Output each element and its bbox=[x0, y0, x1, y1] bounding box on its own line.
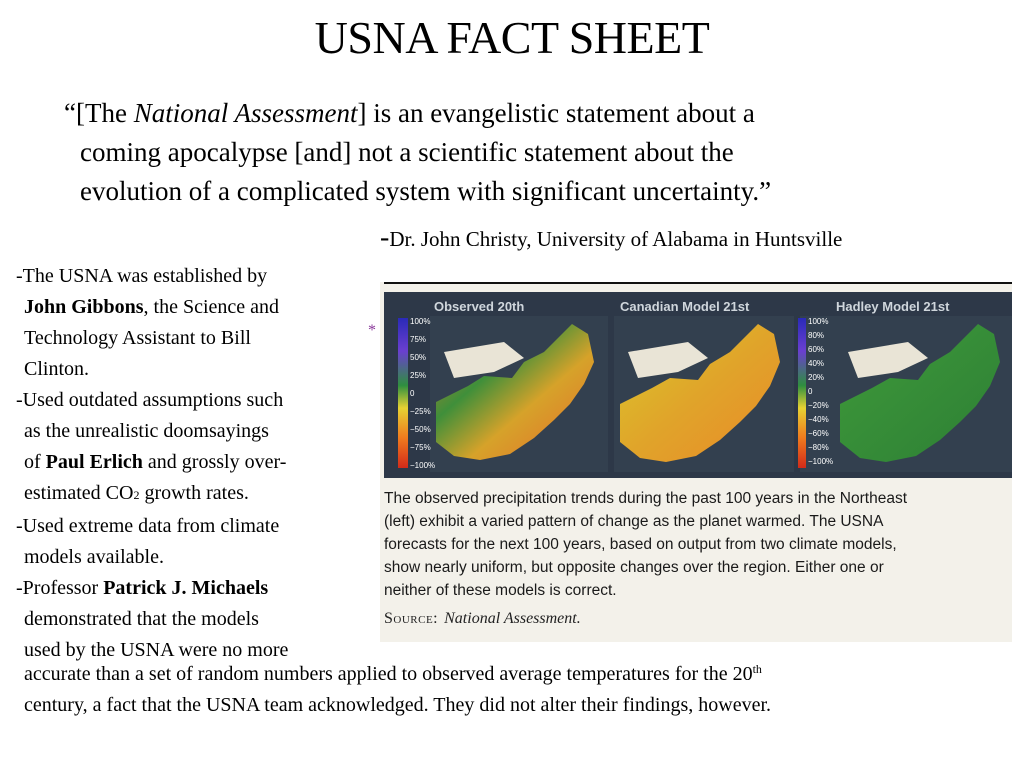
bullet-list bbox=[16, 261, 371, 666]
caption-line: (left) exhibit a varied pattern of change as the planet warmed. The USNA bbox=[384, 513, 884, 530]
observed-cbar-tick: 0 bbox=[410, 389, 415, 398]
bullet-2-line-3: of Paul Erlich and grossly over- bbox=[24, 451, 287, 473]
page-title: USNA FACT SHEET bbox=[314, 12, 710, 63]
bullet-1-line-3: Technology Assistant to Bill bbox=[24, 327, 251, 349]
panel-canadian bbox=[614, 299, 794, 472]
observed-cbar-tick: 50% bbox=[410, 353, 427, 362]
closing-line-2: century, a fact that the USNA team acknowledged. They did not alter their findings, however. bbox=[24, 694, 772, 716]
observed-cbar-tick: −75% bbox=[410, 443, 431, 452]
model-cbar-tick: −60% bbox=[808, 429, 829, 438]
hadley-title: Hadley Model 21st bbox=[836, 299, 950, 314]
figure-caption bbox=[384, 487, 1010, 602]
model-cbar-tick: 100% bbox=[808, 317, 829, 326]
caption-line: show nearly uniform, but opposite changes over the region. Either one or bbox=[384, 559, 884, 576]
caption-line: forecasts for the next 100 years, based on output from two climate models, bbox=[384, 536, 897, 553]
bullet-4-line-2: demonstrated that the models bbox=[24, 608, 259, 630]
bullet-1-line-1: -The USNA was established by bbox=[16, 265, 268, 287]
model-cbar-tick: 80% bbox=[808, 331, 825, 340]
bullet-1-line-4: Clinton. bbox=[24, 358, 90, 380]
bullet-4-line-3: used by the USNA were no more bbox=[24, 639, 289, 661]
closing-paragraph bbox=[24, 659, 1014, 721]
model-cbar-tick: −40% bbox=[808, 415, 829, 424]
bullet-3-line-1: -Used extreme data from climate bbox=[16, 515, 280, 537]
panel-hadley bbox=[798, 299, 1012, 472]
bullet-2-line-2: as the unrealistic doomsayings bbox=[24, 420, 269, 442]
observed-cbar-tick: 25% bbox=[410, 371, 427, 380]
model-cbar-tick: −100% bbox=[808, 457, 834, 466]
model-cbar-tick: 40% bbox=[808, 359, 825, 368]
model-cbar-tick: −20% bbox=[808, 401, 829, 410]
closing-line-1: accurate than a set of random numbers applied to observed average temperatures for the 20th bbox=[24, 662, 762, 685]
observed-colorbar bbox=[398, 318, 408, 468]
model-colorbar bbox=[798, 318, 806, 468]
bullet-2-line-1: -Used outdated assumptions such bbox=[16, 389, 284, 411]
quote-block bbox=[64, 94, 964, 211]
quote-attribution: -Dr. John Christy, University of Alabama in Huntsville bbox=[380, 222, 843, 253]
quote-line-2: coming apocalypse [and] not a scientific statement about the bbox=[80, 137, 734, 167]
quote-emphasis: National Assessment bbox=[133, 98, 358, 128]
model-cbar-tick: 60% bbox=[808, 345, 825, 354]
figure-top-rule bbox=[384, 282, 1012, 284]
observed-cbar-tick: 100% bbox=[410, 317, 431, 326]
model-cbar-tick: 20% bbox=[808, 373, 825, 382]
bullet-3-line-2: models available. bbox=[24, 546, 164, 568]
bullet-1-line-2: John Gibbons, the Science and bbox=[24, 296, 280, 318]
caption-line: The observed precipitation trends during the past 100 years in the Northeast bbox=[384, 490, 908, 507]
canadian-title: Canadian Model 21st bbox=[620, 299, 750, 314]
model-cbar-tick: −80% bbox=[808, 443, 829, 452]
quote-line-1: “[The National Assessment] is an evangelistic statement about a bbox=[64, 98, 755, 128]
quote-line-3: evolution of a complicated system with significant uncertainty.” bbox=[80, 176, 772, 206]
observed-cbar-tick: −100% bbox=[410, 461, 436, 470]
model-cbar-tick: 0 bbox=[808, 387, 813, 396]
precipitation-figure bbox=[380, 282, 1012, 642]
bullet-2-line-4: estimated CO2 growth rates. bbox=[24, 482, 249, 504]
asterisk-marker: * bbox=[368, 322, 376, 339]
observed-cbar-tick: 75% bbox=[410, 335, 427, 344]
observed-title: Observed 20th bbox=[434, 299, 525, 314]
bullet-4-line-1: -Professor Patrick J. Michaels bbox=[16, 577, 269, 599]
caption-line: neither of these models is correct. bbox=[384, 582, 617, 599]
figure-source: Source: National Assessment. bbox=[384, 610, 581, 627]
observed-cbar-tick: −25% bbox=[410, 407, 431, 416]
observed-cbar-tick: −50% bbox=[410, 425, 431, 434]
